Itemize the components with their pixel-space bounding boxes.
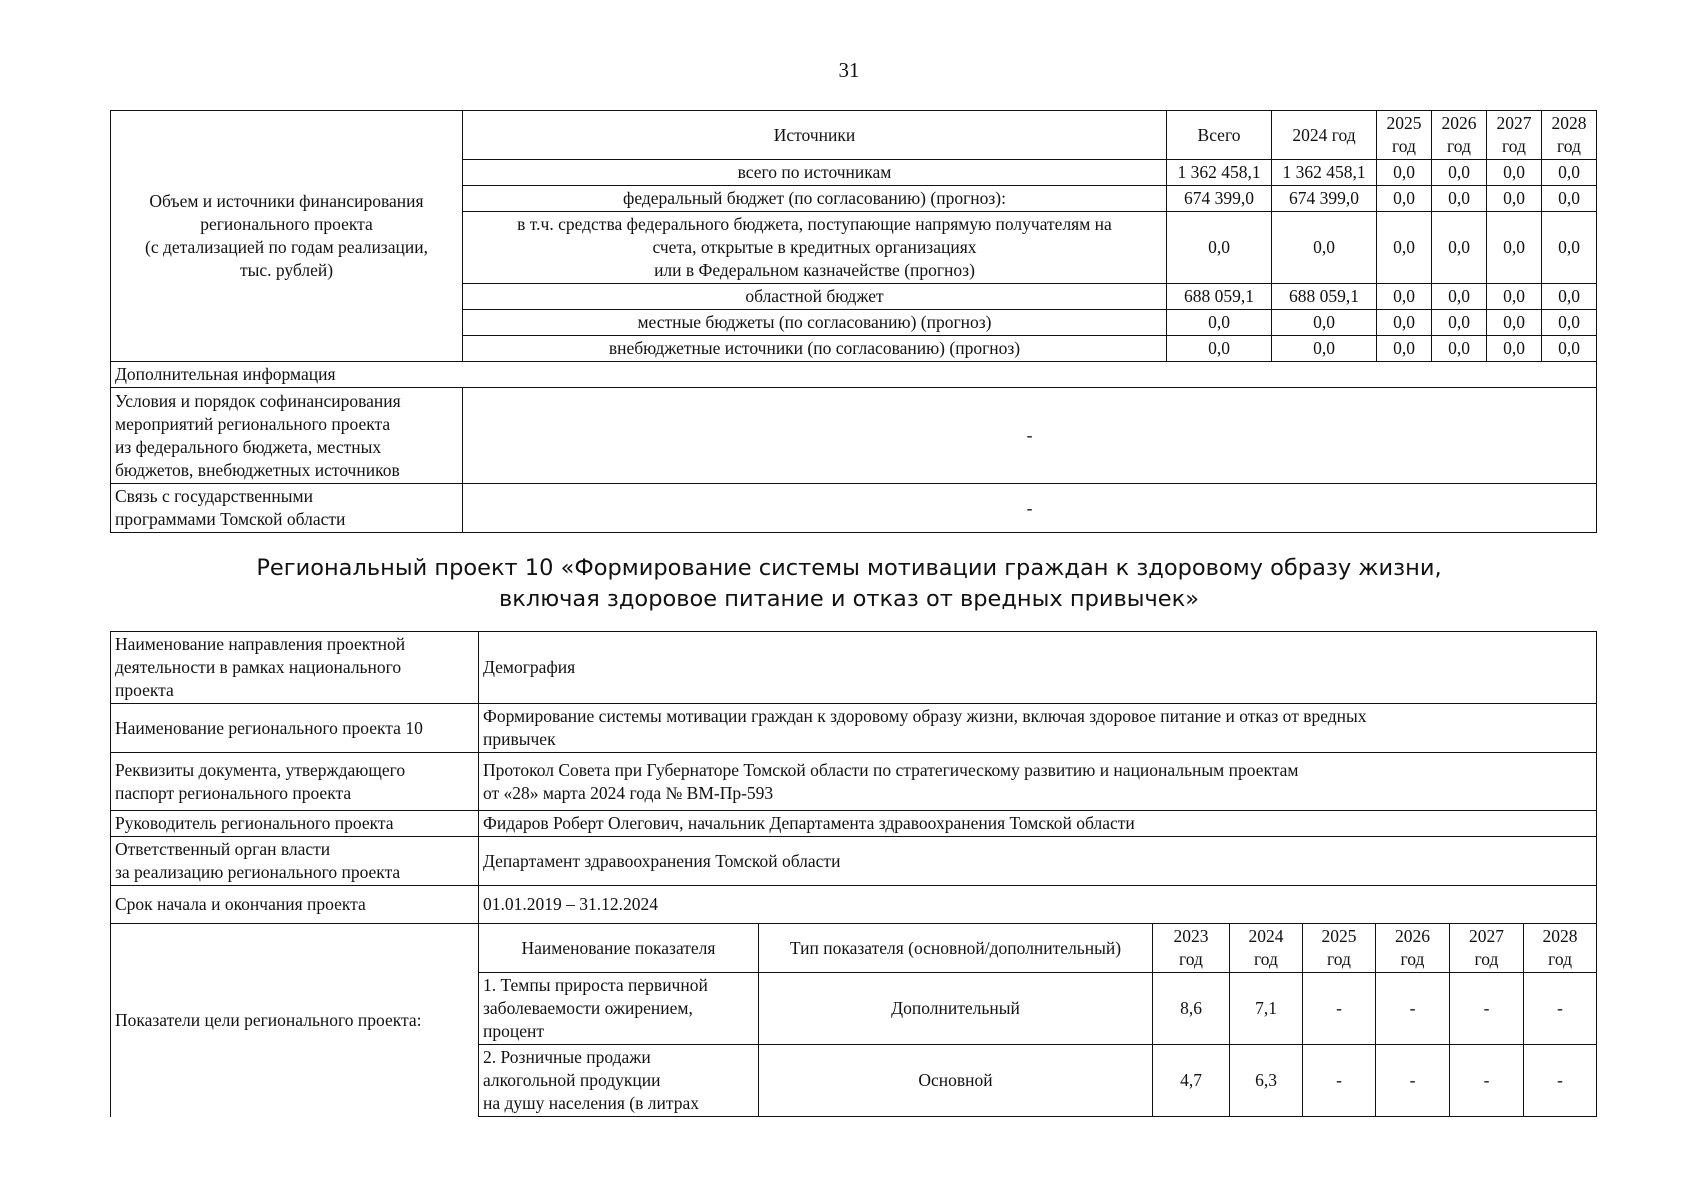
programs-link-label: Связь с государственными программами Томской области (111, 484, 463, 533)
indicator-year-2024-header: 2024 год (1230, 924, 1303, 973)
project-passport-table (110, 631, 1597, 1117)
financing-row-federal-direct: в т.ч. средства федерального бюджета, поступающие напрямую получателям на счета, открытые в кредитных организациях или в Федеральном казначействе (прогноз) 0,0 0,0 0,0 0,0 0,0 0,0 (111, 212, 1597, 284)
page-number: 31 (838, 58, 860, 82)
cofinancing-label: Условия и порядок софинансирования мероприятий регионального проекта из федерального бюджета, местных бюджетов, внебюджетных источников (111, 388, 463, 484)
financing-row-local: местные бюджеты (по согласованию) (прогноз) 0,0 0,0 0,0 0,0 0,0 0,0 (111, 310, 1597, 336)
indicators-label: Показатели цели регионального проекта: (111, 924, 479, 1117)
direction-value: Демография (479, 632, 1597, 704)
indicator-name-header: Наименование показателя (479, 924, 759, 973)
sources-header: Источники (463, 111, 1167, 160)
indicator-type-header: Тип показателя (основной/дополнительный) (759, 924, 1153, 973)
project-name-label: Наименование регионального проекта 10 (111, 704, 479, 753)
year-2027-header: 2027 год (1487, 111, 1542, 160)
indicator-year-2028-header: 2028 год (1524, 924, 1597, 973)
requisites-value: Протокол Совета при Губернаторе Томской области по стратегическому развитию и национальным проектам от «28» марта 2024 года № ВМ-Пр-593 (479, 753, 1597, 811)
year-2024-header: 2024 год (1272, 111, 1377, 160)
project-title: Региональный проект 10 «Формирование системы мотивации граждан к здоровому образу жизни, включая здоровое питание и отказ от вредных привычек» (256, 555, 1442, 612)
project-name-value: Формирование системы мотивации граждан к здоровому образу жизни, включая здоровое питание и отказ от вредных привычек (479, 704, 1597, 753)
year-2026-header: 2026 год (1432, 111, 1487, 160)
year-2025-header: 2025 год (1377, 111, 1432, 160)
authority-label: Ответственный орган власти за реализацию регионального проекта (111, 837, 479, 886)
indicator-year-2023-header: 2023 год (1153, 924, 1230, 973)
indicator-year-2025-header: 2025 год (1303, 924, 1376, 973)
financing-table (110, 110, 1597, 533)
term-label: Срок начала и окончания проекта (111, 886, 479, 924)
financing-row-federal: федеральный бюджет (по согласованию) (прогноз): 674 399,0 674 399,0 0,0 0,0 0,0 0,0 (111, 186, 1597, 212)
term-value: 01.01.2019 – 31.12.2024 (479, 886, 1597, 924)
financing-row-extrabudgetary: внебюджетные источники (по согласованию) (прогноз) 0,0 0,0 0,0 0,0 0,0 0,0 (111, 336, 1597, 362)
authority-value: Департамент здравоохранения Томской области (479, 837, 1597, 886)
indicator-year-2026-header: 2026 год (1376, 924, 1450, 973)
indicator-row-obesity: 1. Темпы прироста первичной заболеваемости ожирением, процент Дополнительный 8,6 7,1 - - - - (111, 973, 1597, 1045)
total-header: Всего (1167, 111, 1272, 160)
project-head-label: Руководитель регионального проекта (111, 811, 479, 837)
additional-info-label: Дополнительная информация (111, 362, 1597, 388)
requisites-label: Реквизиты документа, утверждающего паспорт регионального проекта (111, 753, 479, 811)
financing-row-total: всего по источникам 1 362 458,1 1 362 458,1 0,0 0,0 0,0 0,0 (111, 160, 1597, 186)
direction-label: Наименование направления проектной деятельности в рамках национального проекта (111, 632, 479, 704)
cofinancing-value: - (463, 388, 1597, 484)
project-head-value: Фидаров Роберт Олегович, начальник Департамента здравоохранения Томской области (479, 811, 1597, 837)
financing-row-label: Объем и источники финансирования регионального проекта (с детализацией по годам реализации, тыс. рублей) (111, 111, 463, 362)
financing-row-regional: областной бюджет 688 059,1 688 059,1 0,0 0,0 0,0 0,0 (111, 284, 1597, 310)
indicator-row-alcohol: 2. Розничные продажи алкогольной продукции на душу населения (в литрах Основной 4,7 6,3 - - - - (111, 1045, 1597, 1117)
programs-link-value: - (463, 484, 1597, 533)
year-2028-header: 2028 год (1542, 111, 1597, 160)
indicator-year-2027-header: 2027 год (1450, 924, 1524, 973)
